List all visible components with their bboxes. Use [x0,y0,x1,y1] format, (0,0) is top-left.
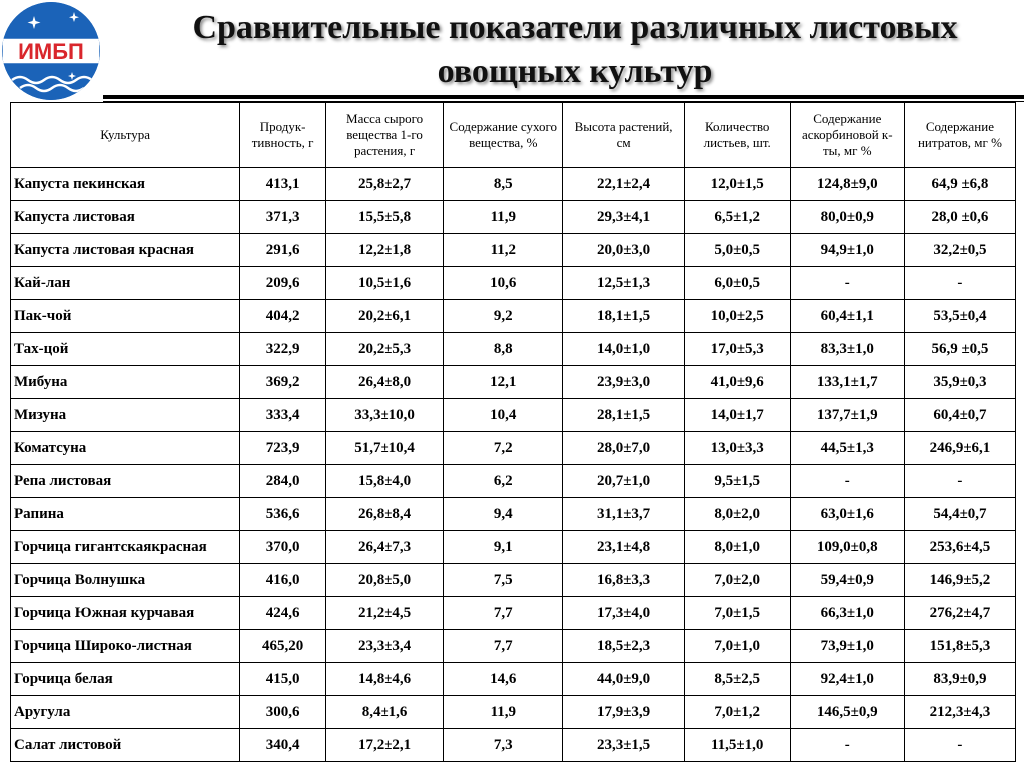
cell-plant-height: 23,9±3,0 [563,366,684,399]
cell-leaf-count: 6,5±1,2 [684,201,790,234]
cell-dry-matter: 14,6 [444,663,563,696]
cell-nitrates: 32,2±0,5 [904,234,1015,267]
cell-fresh-mass: 17,2±2,1 [325,729,443,762]
logo-text: ИМБП [18,39,84,64]
cell-productivity: 424,6 [240,597,326,630]
table-row [11,630,1016,663]
cell-ascorbic-acid: 146,5±0,9 [790,696,904,729]
cell-productivity: 536,6 [240,498,326,531]
table-row [11,234,1016,267]
cell-productivity: 370,0 [240,531,326,564]
cell-nitrates: 83,9±0,9 [904,663,1015,696]
cell-fresh-mass: 26,8±8,4 [325,498,443,531]
cell-plant-height: 20,7±1,0 [563,465,684,498]
cell-nitrates: 54,4±0,7 [904,498,1015,531]
cell-nitrates: 276,2±4,7 [904,597,1015,630]
header-crop: Культура [11,103,240,168]
cell-leaf-count: 11,5±1,0 [684,729,790,762]
cell-dry-matter: 6,2 [444,465,563,498]
cell-crop-name: Тах-цой [11,333,240,366]
cell-leaf-count: 7,0±1,0 [684,630,790,663]
cell-dry-matter: 8,8 [444,333,563,366]
cell-crop-name: Горчица Волнушка [11,564,240,597]
cell-crop-name: Аругула [11,696,240,729]
cell-dry-matter: 9,4 [444,498,563,531]
cell-fresh-mass: 14,8±4,6 [325,663,443,696]
cell-plant-height: 18,1±1,5 [563,300,684,333]
table-row [11,366,1016,399]
cell-fresh-mass: 26,4±7,3 [325,531,443,564]
cell-fresh-mass: 33,3±10,0 [325,399,443,432]
cell-fresh-mass: 12,2±1,8 [325,234,443,267]
cell-crop-name: Горчица гигантскаякрасная [11,531,240,564]
header-productivity: Продук-тивность, г [240,103,326,168]
cell-fresh-mass: 51,7±10,4 [325,432,443,465]
cell-plant-height: 22,1±2,4 [563,168,684,201]
cell-productivity: 340,4 [240,729,326,762]
cell-fresh-mass: 10,5±1,6 [325,267,443,300]
cell-crop-name: Мибуна [11,366,240,399]
cell-dry-matter: 9,2 [444,300,563,333]
cell-leaf-count: 7,0±1,5 [684,597,790,630]
cell-plant-height: 44,0±9,0 [563,663,684,696]
cell-nitrates: 151,8±5,3 [904,630,1015,663]
cell-productivity: 413,1 [240,168,326,201]
table-row [11,333,1016,366]
cell-nitrates: 56,9 ±0,5 [904,333,1015,366]
cell-crop-name: Капуста листовая [11,201,240,234]
table-row [11,399,1016,432]
cell-crop-name: Кай-лан [11,267,240,300]
cell-fresh-mass: 8,4±1,6 [325,696,443,729]
table-row [11,696,1016,729]
cell-leaf-count: 9,5±1,5 [684,465,790,498]
cell-leaf-count: 10,0±2,5 [684,300,790,333]
table-row [11,201,1016,234]
cell-nitrates: 53,5±0,4 [904,300,1015,333]
cell-productivity: 465,20 [240,630,326,663]
cell-plant-height: 28,1±1,5 [563,399,684,432]
cell-ascorbic-acid: 80,0±0,9 [790,201,904,234]
cell-ascorbic-acid: - [790,729,904,762]
cell-productivity: 404,2 [240,300,326,333]
cell-productivity: 369,2 [240,366,326,399]
cell-dry-matter: 12,1 [444,366,563,399]
cell-nitrates: 35,9±0,3 [904,366,1015,399]
cell-crop-name: Репа листовая [11,465,240,498]
cell-ascorbic-acid: 44,5±1,3 [790,432,904,465]
cell-fresh-mass: 23,3±3,4 [325,630,443,663]
cell-fresh-mass: 26,4±8,0 [325,366,443,399]
header-leaf-count: Количество листьев, шт. [684,103,790,168]
cell-dry-matter: 9,1 [444,531,563,564]
table-row [11,531,1016,564]
cell-plant-height: 29,3±4,1 [563,201,684,234]
header-plant-height: Высота растений, см [563,103,684,168]
cell-nitrates: 60,4±0,7 [904,399,1015,432]
cell-ascorbic-acid: 73,9±1,0 [790,630,904,663]
cell-dry-matter: 7,2 [444,432,563,465]
cell-plant-height: 12,5±1,3 [563,267,684,300]
cell-leaf-count: 41,0±9,6 [684,366,790,399]
cell-fresh-mass: 15,8±4,0 [325,465,443,498]
cell-productivity: 371,3 [240,201,326,234]
header-nitrates: Содержание нитратов, мг % [904,103,1015,168]
cell-dry-matter: 7,5 [444,564,563,597]
crops-comparison-table [10,102,1016,762]
cell-leaf-count: 12,0±1,5 [684,168,790,201]
cell-nitrates: 253,6±4,5 [904,531,1015,564]
cell-fresh-mass: 20,8±5,0 [325,564,443,597]
title-line-2: овощных культур [437,53,713,90]
table-row [11,168,1016,201]
logo-emblem-icon [2,2,100,100]
table-row [11,597,1016,630]
cell-productivity: 300,6 [240,696,326,729]
cell-crop-name: Горчица Широко-листная [11,630,240,663]
cell-productivity: 322,9 [240,333,326,366]
cell-ascorbic-acid: 109,0±0,8 [790,531,904,564]
cell-nitrates: - [904,729,1015,762]
cell-productivity: 723,9 [240,432,326,465]
cell-plant-height: 23,1±4,8 [563,531,684,564]
cell-leaf-count: 14,0±1,7 [684,399,790,432]
cell-plant-height: 23,3±1,5 [563,729,684,762]
table-row [11,465,1016,498]
cell-ascorbic-acid: 66,3±1,0 [790,597,904,630]
cell-leaf-count: 13,0±3,3 [684,432,790,465]
cell-leaf-count: 17,0±5,3 [684,333,790,366]
cell-ascorbic-acid: - [790,267,904,300]
cell-fresh-mass: 20,2±5,3 [325,333,443,366]
header-dry-matter: Содержание сухого вещества, % [444,103,563,168]
cell-ascorbic-acid: - [790,465,904,498]
imbp-logo [2,2,100,100]
cell-ascorbic-acid: 59,4±0,9 [790,564,904,597]
cell-fresh-mass: 21,2±4,5 [325,597,443,630]
cell-crop-name: Салат листовой [11,729,240,762]
cell-fresh-mass: 15,5±5,8 [325,201,443,234]
table-row [11,432,1016,465]
cell-nitrates: - [904,267,1015,300]
cell-ascorbic-acid: 137,7±1,9 [790,399,904,432]
cell-ascorbic-acid: 92,4±1,0 [790,663,904,696]
title-divider-thick [103,95,1024,99]
cell-productivity: 284,0 [240,465,326,498]
page-title [130,6,1020,94]
cell-plant-height: 16,8±3,3 [563,564,684,597]
cell-dry-matter: 8,5 [444,168,563,201]
cell-plant-height: 28,0±7,0 [563,432,684,465]
cell-dry-matter: 7,7 [444,597,563,630]
cell-dry-matter: 10,4 [444,399,563,432]
cell-plant-height: 31,1±3,7 [563,498,684,531]
cell-ascorbic-acid: 63,0±1,6 [790,498,904,531]
cell-plant-height: 17,9±3,9 [563,696,684,729]
cell-leaf-count: 7,0±1,2 [684,696,790,729]
cell-nitrates: 28,0 ±0,6 [904,201,1015,234]
cell-ascorbic-acid: 133,1±1,7 [790,366,904,399]
cell-ascorbic-acid: 124,8±9,0 [790,168,904,201]
cell-nitrates: 212,3±4,3 [904,696,1015,729]
cell-productivity: 209,6 [240,267,326,300]
cell-productivity: 291,6 [240,234,326,267]
table-row [11,267,1016,300]
cell-leaf-count: 8,0±1,0 [684,531,790,564]
cell-plant-height: 17,3±4,0 [563,597,684,630]
header-fresh-mass: Масса сырого вещества 1-го растения, г [325,103,443,168]
cell-productivity: 416,0 [240,564,326,597]
cell-dry-matter: 11,9 [444,201,563,234]
cell-ascorbic-acid: 94,9±1,0 [790,234,904,267]
table-row [11,498,1016,531]
table-header-row [11,103,1016,168]
cell-crop-name: Рапина [11,498,240,531]
cell-dry-matter: 11,2 [444,234,563,267]
cell-fresh-mass: 20,2±6,1 [325,300,443,333]
cell-dry-matter: 10,6 [444,267,563,300]
cell-nitrates: 146,9±5,2 [904,564,1015,597]
cell-leaf-count: 8,5±2,5 [684,663,790,696]
table-row [11,663,1016,696]
cell-dry-matter: 7,7 [444,630,563,663]
cell-dry-matter: 11,9 [444,696,563,729]
cell-ascorbic-acid: 83,3±1,0 [790,333,904,366]
cell-productivity: 415,0 [240,663,326,696]
cell-leaf-count: 6,0±0,5 [684,267,790,300]
cell-plant-height: 18,5±2,3 [563,630,684,663]
cell-nitrates: 246,9±6,1 [904,432,1015,465]
cell-crop-name: Мизуна [11,399,240,432]
cell-leaf-count: 8,0±2,0 [684,498,790,531]
cell-ascorbic-acid: 60,4±1,1 [790,300,904,333]
table-row [11,564,1016,597]
cell-crop-name: Горчица белая [11,663,240,696]
cell-crop-name: Капуста листовая красная [11,234,240,267]
cell-crop-name: Горчица Южная курчавая [11,597,240,630]
cell-crop-name: Капуста пекинская [11,168,240,201]
cell-crop-name: Пак-чой [11,300,240,333]
cell-nitrates: 64,9 ±6,8 [904,168,1015,201]
cell-fresh-mass: 25,8±2,7 [325,168,443,201]
cell-nitrates: - [904,465,1015,498]
cell-leaf-count: 5,0±0,5 [684,234,790,267]
cell-dry-matter: 7,3 [444,729,563,762]
cell-leaf-count: 7,0±2,0 [684,564,790,597]
cell-plant-height: 20,0±3,0 [563,234,684,267]
table-row [11,729,1016,762]
cell-productivity: 333,4 [240,399,326,432]
cell-crop-name: Коматсуна [11,432,240,465]
cell-plant-height: 14,0±1,0 [563,333,684,366]
header-ascorbic-acid: Содержание аскорбиновой к-ты, мг % [790,103,904,168]
table-row [11,300,1016,333]
title-line-1: Сравнительные показатели различных листовых [192,9,958,46]
